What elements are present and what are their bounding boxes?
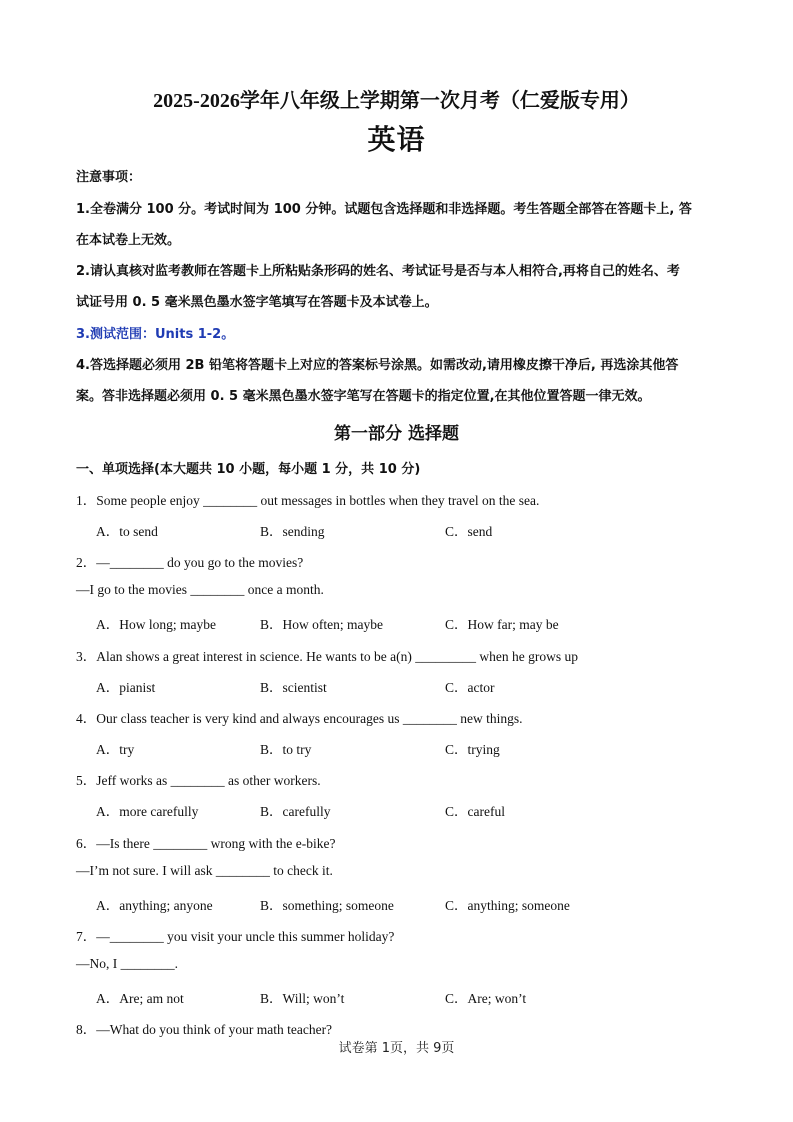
notice-line: 1.全卷满分 100 分。考试时间为 100 分钟。试题包含选择题和非选择题。考生答题全部答在答题卡上, 答 (76, 202, 692, 217)
option-b: B．to try (260, 742, 312, 757)
question-stem: —No, I ________. (76, 956, 178, 971)
option-c: C．trying (445, 742, 500, 757)
question-stem: 6．—Is there ________ wrong with the e-bike? (76, 836, 336, 851)
question-stem: 3．Alan shows a great interest in science. He wants to be a(n) _________ when he grows up (76, 649, 578, 664)
exam-title: 2025-2026学年八年级上学期第一次月考（仁爱版专用） (153, 90, 640, 112)
notice-line: 试证号用 0. 5 毫米黑色墨水签字笔填写在答题卡及本试卷上。 (76, 295, 438, 310)
option-c: C．How far; may be (445, 617, 559, 632)
option-a: A．more carefully (96, 804, 199, 819)
option-c: C．actor (445, 680, 495, 695)
question-stem: 7．—________ you visit your uncle this summer holiday? (76, 929, 395, 944)
notice-line: 2.请认真核对监考教师在答题卡上所粘贴条形码的姓名、考试证号是否与本人相符合,再将自己的姓名、考 (76, 264, 680, 279)
page-footer: 试卷第 1页，共 9页 (338, 1041, 455, 1056)
notice-line: 4.答选择题必须用 2B 铅笔将答题卡上对应的答案标号涂黑。如需改动,请用橡皮擦干净后, 再选涂其他答 (76, 358, 679, 373)
notice-line-scope: 3.测试范围：Units 1-2。 (76, 327, 235, 342)
question-stem: —I go to the movies ________ once a month. (76, 582, 324, 597)
option-b: B．something; someone (260, 898, 394, 913)
question-stem: 4．Our class teacher is very kind and always encourages us ________ new things. (76, 711, 523, 726)
question-stem: 8．—What do you think of your math teacher? (76, 1022, 333, 1037)
option-a: A．anything; anyone (96, 898, 213, 913)
option-a: A．pianist (96, 680, 156, 695)
notice-line: 案。答非选择题必须用 0. 5 毫米黑色墨水签字笔写在答题卡的指定位置,在其他位置答题一律无效。 (76, 389, 651, 404)
part-title: 一、单项选择(本大题共 10 小题，每小题 1 分，共 10 分) (76, 462, 421, 477)
option-c: C．careful (445, 804, 505, 819)
subject-title: 英语 (367, 123, 426, 156)
option-c: C．anything; someone (445, 898, 570, 913)
option-a: A．Are; am not (96, 991, 184, 1006)
option-b: B．sending (260, 524, 325, 539)
notice-heading: 注意事项： (76, 170, 142, 185)
option-c: C．Are; won’t (445, 991, 527, 1006)
option-b: B．Will; won’t (260, 991, 345, 1006)
question-stem: 2．—________ do you go to the movies? (76, 555, 304, 570)
option-c: C．send (445, 524, 493, 539)
option-a: A．to send (96, 524, 158, 539)
question-stem: 5．Jeff works as ________ as other workers. (76, 773, 321, 788)
option-b: B．carefully (260, 804, 331, 819)
option-b: B．How often; maybe (260, 617, 383, 632)
option-a: A．How long; maybe (96, 617, 216, 632)
question-stem: —I’m not sure. I will ask ________ to check it. (76, 863, 333, 878)
notice-line: 在本试卷上无效。 (76, 233, 181, 248)
option-b: B．scientist (260, 680, 327, 695)
option-a: A．try (96, 742, 135, 757)
question-stem: 1．Some people enjoy ________ out messages in bottles when they travel on the sea. (76, 493, 540, 508)
section-title: 第一部分 选择题 (334, 424, 459, 444)
